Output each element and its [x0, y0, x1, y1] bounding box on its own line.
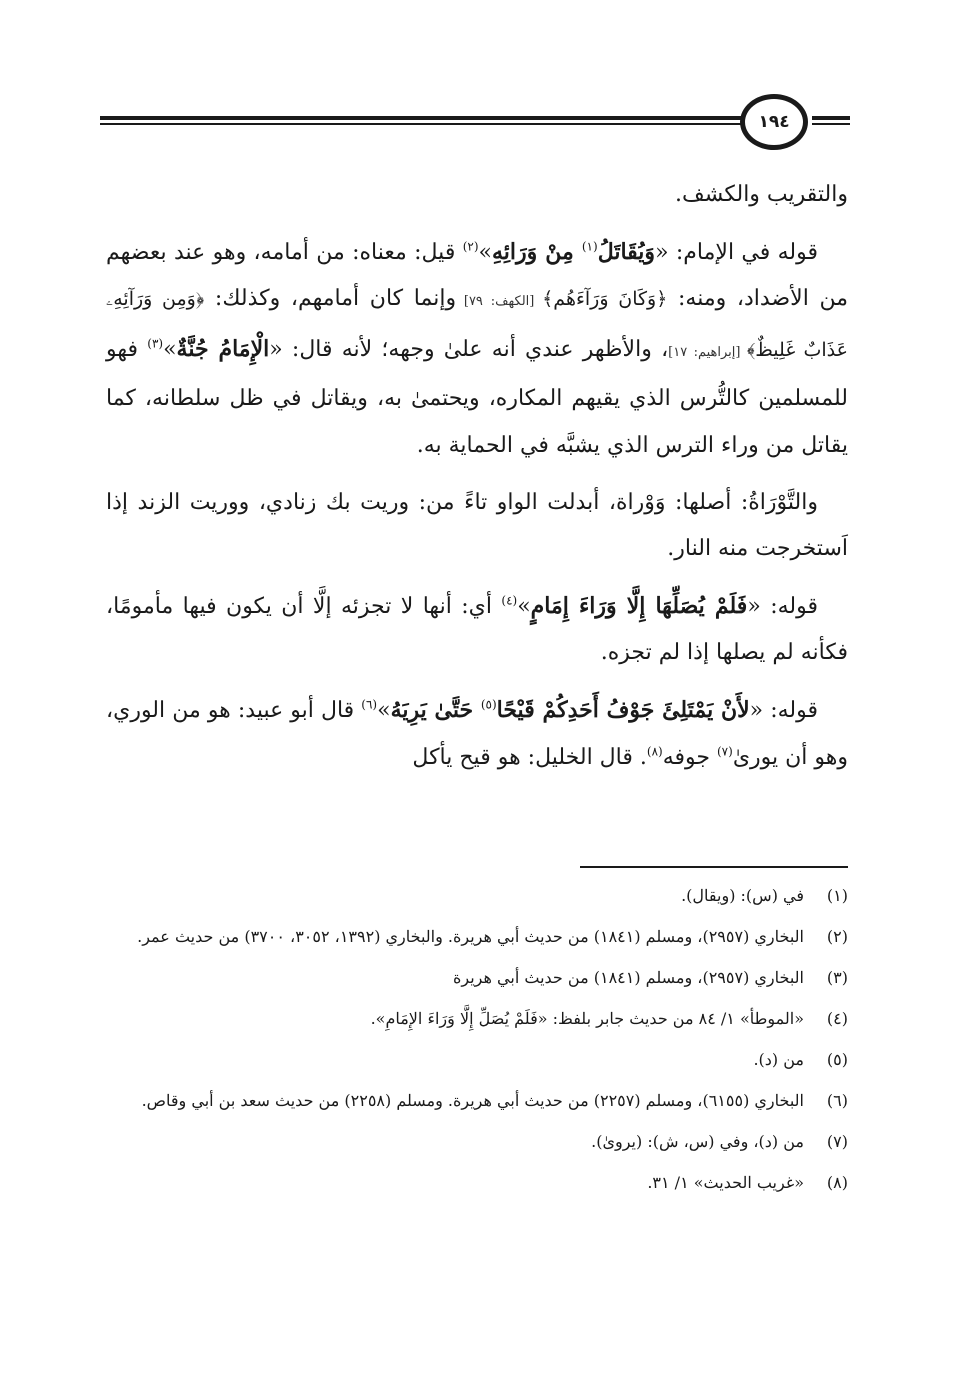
- footnote-marker[interactable]: (٤): [501, 593, 518, 608]
- footnote-marker[interactable]: (١): [581, 239, 598, 254]
- text-run: قوله: «: [747, 593, 818, 619]
- footnote: [106, 962, 848, 993]
- hadith-quote: وَيُقَاتَلُ: [597, 238, 656, 265]
- footnote: [106, 1003, 848, 1034]
- hadith-quote: الْإِمَامُ جُنَّةٌ: [176, 335, 270, 362]
- quran-verse: ﴿وَمِن وَرَآئِهِۦ عَذَابٌ غَلِيظٌ﴾: [106, 288, 848, 361]
- footnote-text: «غريب الحديث» ١/ ٣١.: [647, 1173, 804, 1192]
- footnote-marker[interactable]: (٥): [480, 697, 497, 712]
- paragraph: [106, 172, 848, 219]
- text-run: قوله: «: [749, 697, 818, 723]
- footnote-number: (٢): [826, 927, 848, 946]
- footnote-text: من (د)، وفي (س، ش): (يروىٰ).: [591, 1132, 804, 1151]
- footnote-text: البخاري (٢٩٥٧)، ومسلم (١٨٤١) من حديث أبي هريرة. والبخاري (١٣٩٢، ٣٠٥٢، ٣٧٠٠) من حديث عمر.: [137, 927, 804, 946]
- footnote: [106, 880, 848, 911]
- footnote-text: «الموطأ» ١/ ٨٤ من حديث جابر بلفظ: «فَلَمْ يُصَلِّ إِلَّا وَرَاءَ الإِمَامِ».: [370, 1009, 804, 1028]
- footnote-number: (٨): [826, 1173, 848, 1192]
- text-run: »: [478, 239, 492, 265]
- footnote-number: (٥): [826, 1050, 848, 1069]
- text-run: فهو للمسلمين كالتُّرس الذي يقيهم المكاره، ويحتمىٰ به، ويقاتل في ظل سلطانه، كما يقاتل من وراء الترس الذي يشبَّه في الحماية به.: [106, 336, 848, 458]
- text-run: قال أبو عبيد: هو من الوري، وهو أن يورىٰ: [106, 697, 848, 770]
- footnote-text: البخاري (٦١٥٥)، ومسلم (٢٢٥٧) من حديث أبي هريرة. ومسلم (٢٢٥٨) من حديث سعد بن أبي وقاص.: [141, 1091, 804, 1110]
- footnote-separator: [580, 866, 848, 868]
- quran-verse: ﴿وَكَانَ وَرَآءَهُم﴾: [542, 288, 668, 311]
- footnote-number: (٦): [826, 1091, 848, 1110]
- page-number: ١٩٤: [758, 111, 790, 132]
- footnote-text: البخاري (٢٩٥٧)، ومسلم (١٨٤١) من حديث أبي هريرة: [453, 968, 804, 987]
- header-rule: [812, 116, 850, 120]
- verse-reference: [إبراهيم: ١٧]: [668, 344, 747, 360]
- footnote-marker[interactable]: (٢): [462, 239, 479, 254]
- hadith-quote: فَلَمْ يُصَلِّهَا إِلَّا وَرَاءَ إِمَامٍ: [530, 592, 748, 619]
- footnote-number: (١): [826, 886, 848, 905]
- text-run: قوله في الإمام: «: [655, 239, 818, 265]
- footnote-marker[interactable]: (٧): [716, 744, 733, 759]
- footnote-number: (٤): [826, 1009, 848, 1028]
- footnote-text: من (د).: [753, 1050, 804, 1069]
- paragraph: [106, 480, 848, 573]
- page-header: [100, 96, 850, 156]
- header-rule: [100, 116, 750, 120]
- header-rule: [100, 123, 750, 125]
- footnote: [106, 1085, 848, 1116]
- footnote-marker[interactable]: (٦): [361, 697, 378, 712]
- text-run: ، والأظهر عندي أنه علىٰ وجهه؛ لأنه قال: «: [269, 336, 669, 362]
- main-text: [106, 172, 848, 781]
- text-run: جوفه: [662, 744, 717, 770]
- hadith-quote: مِنْ وَرَائِهِ: [492, 238, 582, 265]
- text-run: »: [517, 593, 531, 619]
- paragraph-text: والتقريب والكشف.: [674, 182, 848, 207]
- text-run: وإنما كان أمامهم، وكذلك:: [204, 286, 457, 312]
- verse-reference: [الكهف: ٧٩]: [456, 294, 543, 310]
- footnote-marker[interactable]: (٣): [147, 336, 164, 351]
- paragraph-text: والتَّوْرَاةُ: أصلها: وَوْراة، أبدلت الواو تاءً من: وريت بك زنادي، ووريت الزند إذا اَستخرجت منه النار.: [106, 489, 848, 562]
- footnote-number: (٣): [826, 968, 848, 987]
- paragraph: [106, 583, 848, 677]
- hadith-quote: حَتَّىٰ يَرِيَهُ: [390, 696, 481, 723]
- footnote-number: (٧): [826, 1132, 848, 1151]
- page-number-badge: [740, 94, 808, 150]
- footnote: [106, 1044, 848, 1075]
- footnote: [106, 1126, 848, 1157]
- footnote: [106, 1167, 848, 1198]
- footnotes: [106, 880, 848, 1208]
- header-rule: [812, 123, 850, 125]
- text-run: »: [377, 697, 391, 723]
- text-run: »: [163, 336, 177, 362]
- text-run: قيل: معناه: من أمامه، وهو عند بعضهم من الأضداد، ومنه:: [106, 239, 848, 312]
- paragraph: [106, 687, 848, 781]
- text-run: . قال الخليل: هو قيح يأكل: [412, 744, 647, 770]
- footnote-text: في (س): (ويقال).: [681, 886, 804, 905]
- hadith-quote: لأَنْ يَمْتَلِئَ جَوْفُ أَحَدِكُمْ قَيْحًا: [496, 696, 750, 723]
- footnote-marker[interactable]: (٨): [646, 744, 663, 759]
- footnote: [106, 921, 848, 952]
- paragraph: [106, 229, 848, 470]
- text-run: أي: أنها لا تجزئه إلَّا أن يكون فيها مأمومًا، فكأنه لم يصلها إذا لم تجزه.: [106, 593, 848, 666]
